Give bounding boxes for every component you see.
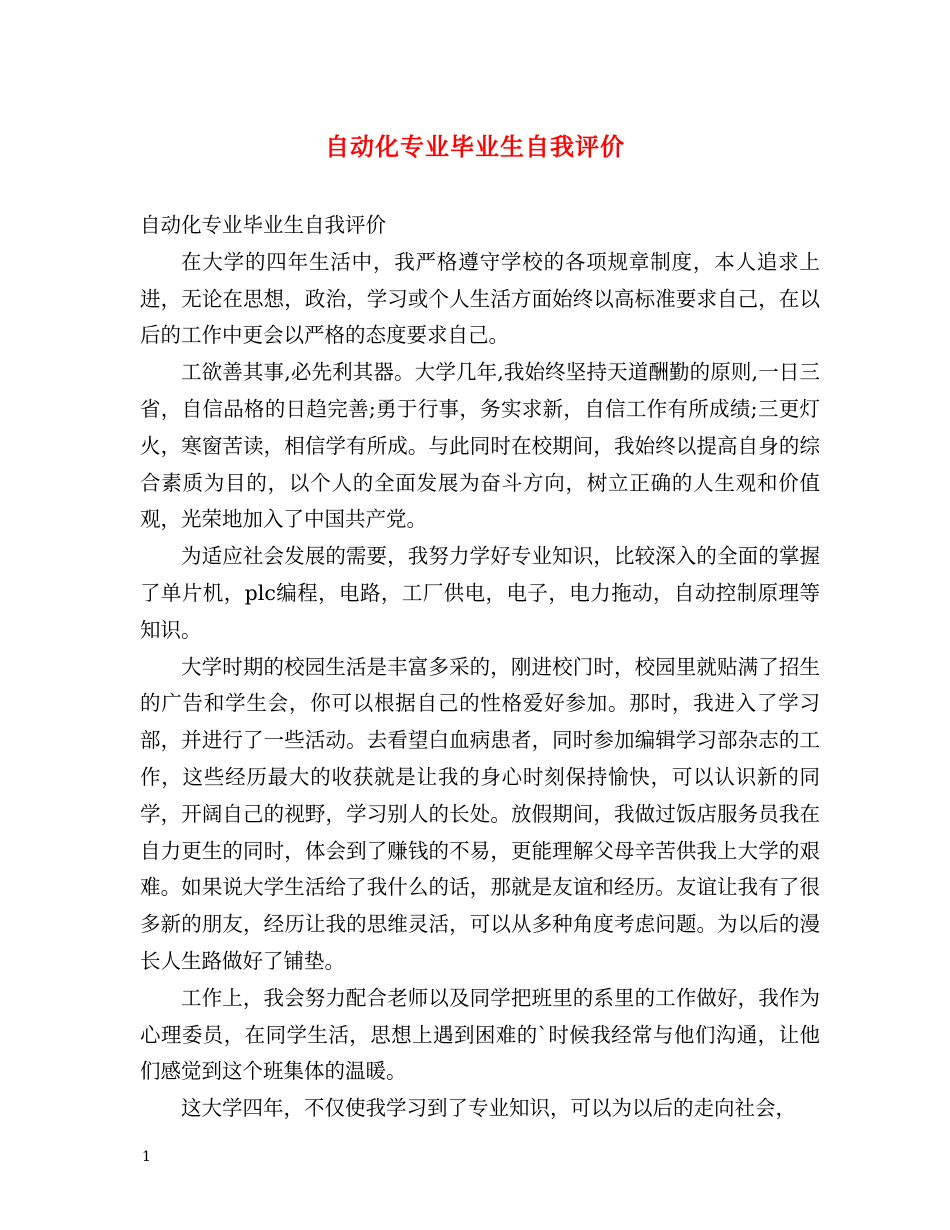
document-title: 自动化专业毕业生自我评价 [325, 132, 625, 161]
paragraph: 为适应社会发展的需要，我努力学好专业知识，比较深入的全面的掌握了单片机，plc编程，电路，工厂供电，电子，电力拖动，自动控制原理等知识。 [140, 544, 820, 642]
paragraph: 工欲善其事,必先利其器。大学几年,我始终坚持天道酬勤的原则,一日三省，自信品格的日趋完善;勇于行事，务实求新，自信工作有所成绩;三更灯火，寒窗苦读，相信学有所成。与此同时在校期间，我始终以提高自身的综合素质为目的，以个人的全面发展为奋斗方向，树立正确的人生观和价值观，光荣地加入了中国共产党。 [140, 360, 820, 532]
document-subtitle: 自动化专业毕业生自我评价 [140, 213, 386, 237]
page-number: 1 [142, 1149, 151, 1165]
paragraph: 工作上，我会努力配合老师以及同学把班里的系里的工作做好，我作为心理委员，在同学生活，思想上遇到困难的`时候我经常与他们沟通，让他们感觉到这个班集体的温暖。 [140, 985, 820, 1084]
document-body [140, 207, 820, 1127]
paragraph: 大学时期的校园生活是丰富多采的，刚进校门时，校园里就贴满了招生的广告和学生会，你可以根据自己的性格爱好参加。那时，我进入了学习部，并进行了一些活动。去看望白血病患者，同时参加编辑学习部杂志的工作，这些经历最大的收获就是让我的身心时刻保持愉快，可以认识新的同学，开阔自己的视野，学习别人的长处。放假期间，我做过饭店服务员我在自力更生的同时，体会到了赚钱的不易，更能理解父母辛苦供我上大学的艰难。如果说大学生活给了我什么的话，那就是友谊和经历。友谊让我有了很多新的朋友，经历让我的思维灵活，可以从多种角度考虑问题。为以后的漫长人生路做好了铺垫。 [140, 654, 820, 973]
paragraph: 在大学的四年生活中，我严格遵守学校的各项规章制度，本人追求上进，无论在思想，政治，学习或个人生活方面始终以高标准要求自己，在以后的工作中更会以严格的态度要求自己。 [140, 249, 820, 348]
paragraph: 这大学四年，不仅使我学习到了专业知识，可以为以后的走向社会， [181, 1096, 796, 1121]
